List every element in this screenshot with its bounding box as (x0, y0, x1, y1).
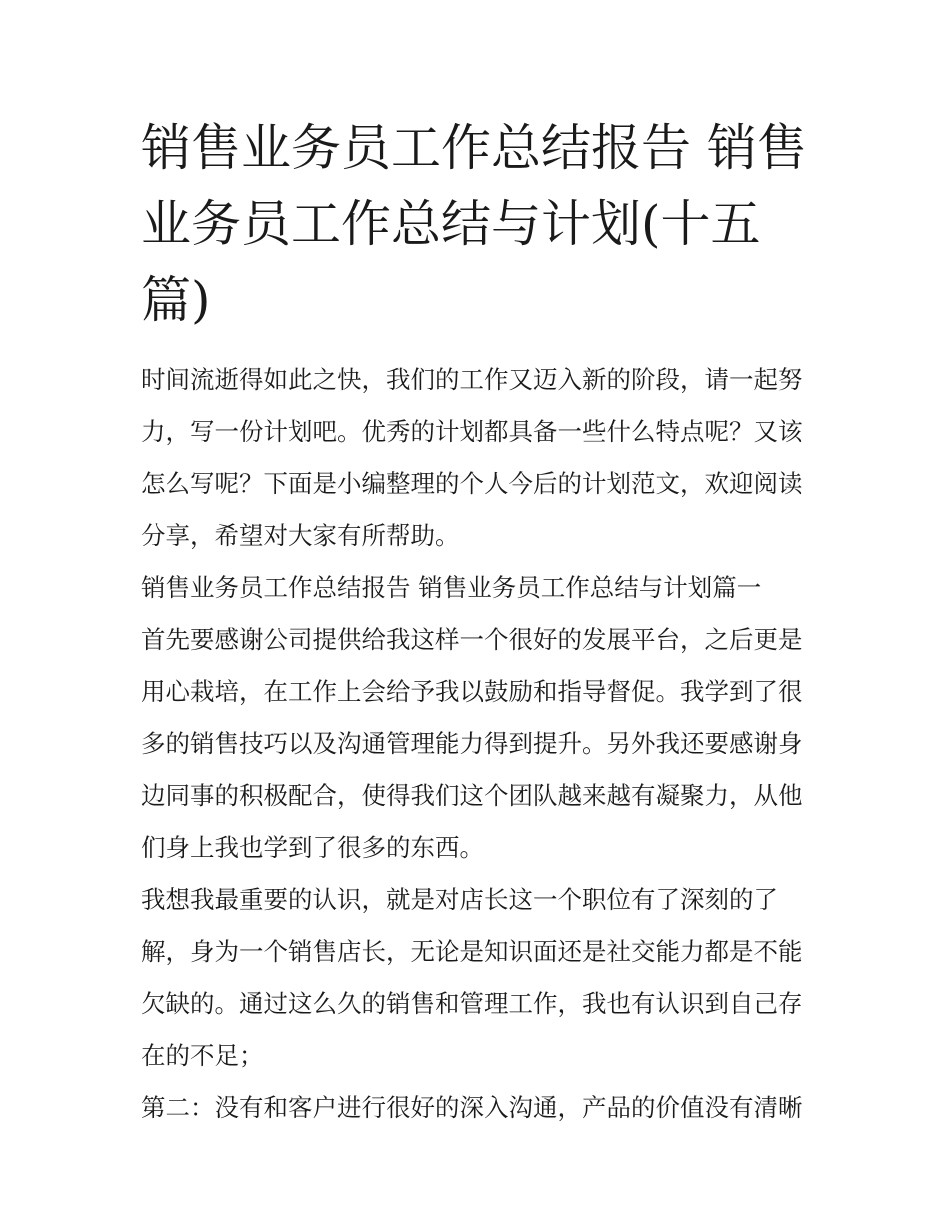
body-line: 解，身为一个销售店长，无论是知识面还是社交能力都是不能 (141, 937, 803, 966)
document-page (141, 110, 813, 1134)
body-line: 首先要感谢公司提供给我这样一个很好的发展平台，之后更是 (141, 625, 803, 654)
document-body (141, 354, 813, 1134)
body-line: 时间流逝得如此之快，我们的工作又迈入新的阶段，请一起努 (141, 365, 803, 394)
body-line: 边同事的积极配合，使得我们这个团队越来越有凝聚力，从他 (141, 781, 803, 810)
document-title (141, 110, 813, 338)
body-line: 分享，希望对大家有所帮助。 (141, 521, 460, 550)
title-line: 业务员工作总结与计划(十五 (141, 195, 761, 253)
body-line: 们身上我也学到了很多的东西。 (141, 833, 484, 862)
body-line: 我想我最重要的认识，就是对店长这一个职位有了深刻的了 (141, 885, 778, 914)
body-line: 在的不足； (141, 1041, 264, 1070)
body-line: 怎么写呢？下面是小编整理的个人今后的计划范文，欢迎阅读 (141, 469, 803, 498)
title-line: 篇) (141, 271, 211, 329)
section-heading: 销售业务员工作总结报告 销售业务员工作总结与计划篇一 (141, 573, 762, 602)
body-line: 第二：没有和客户进行很好的深入沟通，产品的价值没有清晰 (141, 1093, 803, 1122)
title-line: 销售业务员工作总结报告 销售 (141, 119, 807, 177)
body-line: 力，写一份计划吧。优秀的计划都具备一些什么特点呢？又该 (141, 417, 803, 446)
body-line: 多的销售技巧以及沟通管理能力得到提升。另外我还要感谢身 (141, 729, 803, 758)
body-line: 用心栽培，在工作上会给予我以鼓励和指导督促。我学到了很 (141, 677, 803, 706)
body-line: 欠缺的。通过这么久的销售和管理工作，我也有认识到自己存 (141, 989, 803, 1018)
